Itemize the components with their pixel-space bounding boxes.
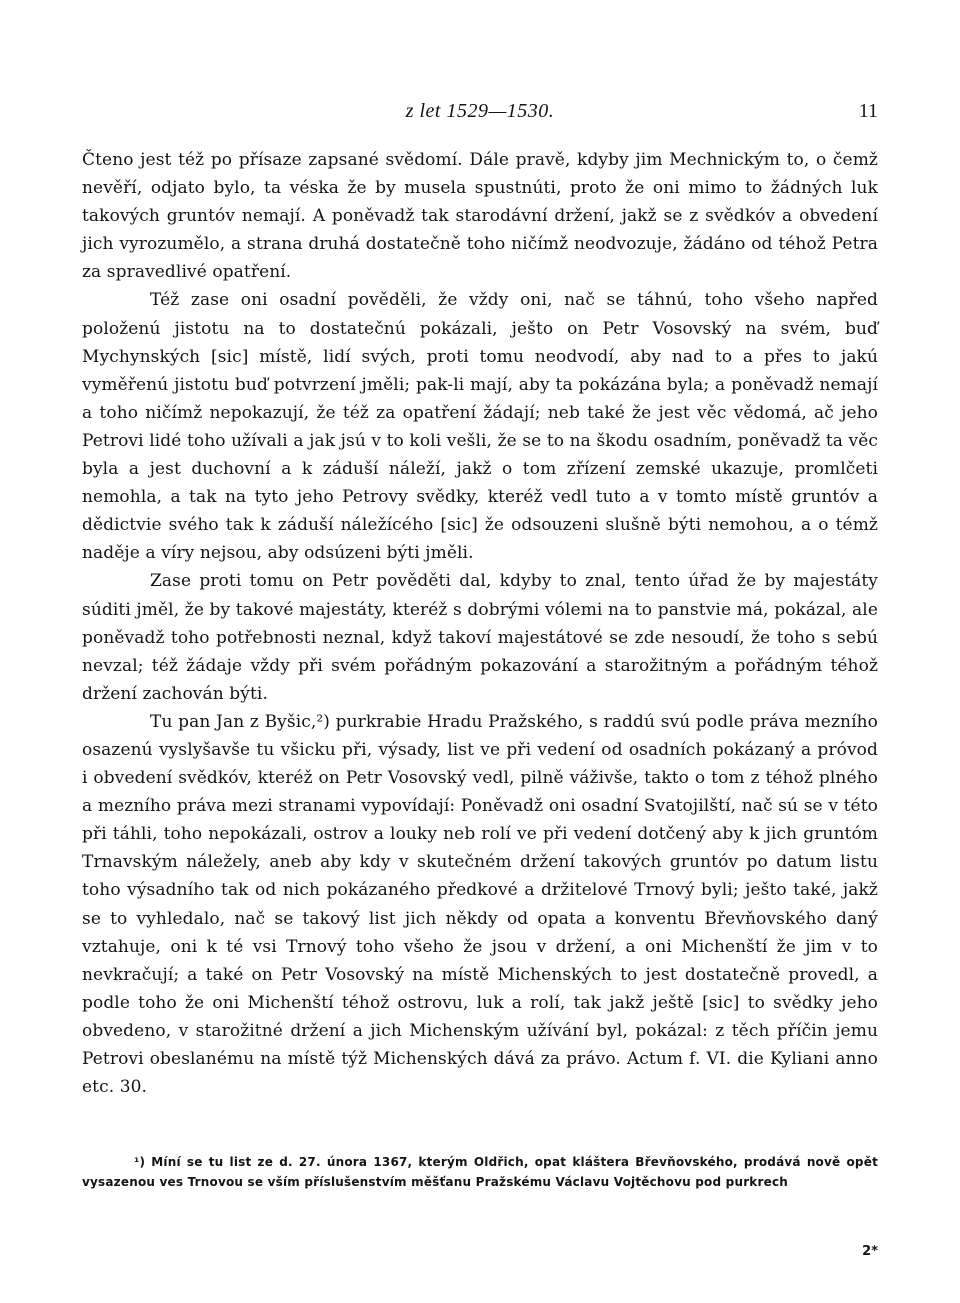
- footnotes: [82, 1152, 878, 1192]
- page-number: 11: [858, 100, 878, 122]
- body-text: [82, 146, 878, 1101]
- paragraph-2: Též zase oni osadní pověděli, že vždy oni, nač se táhnú, toho všeho napřed položenú jistotu na to dostatečnú pokázali, ješto on Petr Vosovský na svém, buď Mychynských [sic] místě, lidí svých, proti tomu neodvodí, aby nad to a přes to jakú vyměřenú jistotu buď potvrzení jměli; pak-li mají, aby ta pokázána byla; a poněvadž nemají a toho ničímž nepokazují, že též za opatření žádají; neb také že jest věc vědomá, ač jeho Petrovi lidé toho užívali a jak jsú v to koli vešli, že se to na škodu osadním, poněvadž ta věc byla a jest duchovní a k záduší náleží, jakž o tom zřízení zemské ukazuje, promlčeti nemohla, a tak na tyto jeho Petrovy svědky, kteréž vedl tuto a v tomto místě gruntóv a dědictvie svého tak k záduší náležícého [sic] že odsouzeni slušně býti nemohou, a o témž naděje a víry nejsou, aby odsúzeni býti jměli.: [82, 290, 878, 564]
- paragraph-3: Zase proti tomu on Petr pověděti dal, kdyby to znal, tento úřad že by majestáty súditi jměl, že by takové majestáty, kteréž s dobrými vólemi na to panstvie má, pokázal, ale poněvadž toho potřebnosti neznal, když takoví majestátové se zde nesoudí, že toho s sebú nevzal; též žádaje vždy při svém pořádným pokazování a starožitným a pořádným téhož držení zachován býti.: [82, 571, 878, 704]
- footnote-1: ¹) Míní se tu list ze d. 27. února 1367, kterým Oldřich, opat kláštera Břevňovského, prodává nově opět vysazenou ves Trnovou se vším příslušenstvím měšťanu Pražskému Václavu Vojtěchovu pod purkrech: [82, 1155, 878, 1189]
- paragraph-1: Čteno jest též po přísaze zapsané svědomí. Dále pravě, kdyby jim Mechnickým to, o čemž nevěří, odjato bylo, ta véska že by musela spustnúti, proto že oni mimo to žádných luk takových gruntóv nemají. A poněvadž tak starodávní držení, jakž se z svědkóv a obvedení jich vyrozumělo, a strana druhá dostatečně toho ničímž neodvozuje, žádáno od téhož Petra za spravedlivé opatření.: [82, 150, 878, 283]
- paragraph-4: Tu pan Jan z Byšic,²) purkrabie Hradu Pražského, s raddú svú podle práva mezního osazenú vyslyšavše tu všicku při, výsady, list ve při vedení od osadních pokázaný a próvod i obvedení svědkóv, kteréž on Petr Vosovský vedl, pilně váživše, takto o tom z téhož plného a mezního práva mezi stranami vypovídají: Poněvadž oni osadní Svatojilští, nač sú se v této při táhli, toho nepokázali, ostrov a louky neb rolí ve při vedení dotčený aby k jich gruntóm Trnavským náležely, aneb aby kdy v skutečném držení takových gruntóv po datum listu toho výsadního tak od nich pokázaného předkové a držitelové Trnový byli; ješto také, jakž se to vyhledalo, nač se takový list jich někdy od opata a konventu Břevňovského daný vztahuje, oni k té vsi Trnový toho všeho že jsou v držení, a oni Michenští že jim v to nevkračují; a také on Petr Vosovský na místě Michenských to jest dostatečně provedl, a podle toho že oni Michenští téhož ostrovu, luk a rolí, tak jakž ještě [sic] to svědky jeho obvedeno, v starožitné držení a jich Michenským užívání byl, pokázal: z těch příčin jemu Petrovi obeslanému na místě týž Michenských dává za právo. Actum f. VI. die Kyliani anno etc. 30.: [82, 711, 878, 1098]
- running-title: z let 1529—1530.: [405, 100, 555, 122]
- signature-mark: 2*: [862, 1244, 878, 1259]
- running-header: [82, 100, 878, 130]
